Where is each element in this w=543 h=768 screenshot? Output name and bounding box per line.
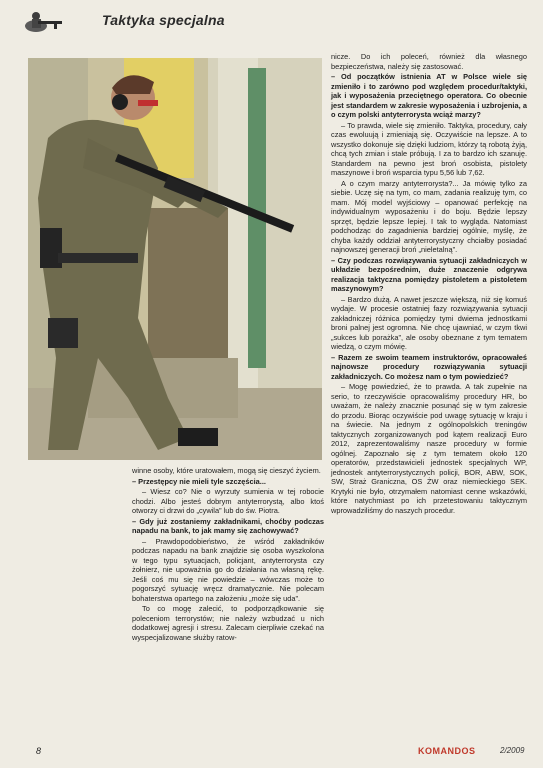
interview-question: – Razem ze swoim teamem instruktorów, opracowałeś najnowsze procedury rozwiązywania sytuacji zakładniczych. Co możesz nam o tym powiedzieć? bbox=[331, 352, 527, 381]
interview-question: – Czy podczas rozwiązywania sytuacji zakładniczych w układzie bezpośrednim, duże znaczenie odgrywa realizacja taktyczna pomiędzy pistoletem a pistoletem maszynowym? bbox=[331, 255, 527, 293]
interview-question: – Od początków istnienia AT w Polsce wiele się zmieniło i to zarówno pod względem procedur/taktyki, jak i wyposażenia przeciętnego operatora. Co obecnie jest standardem w zakresie wyposażenia i uzbrojenia, a o czym polski antyterrorysta wciąż marzy? bbox=[331, 72, 527, 119]
page-number: 8 bbox=[36, 746, 42, 756]
interview-question: – Gdy już zostaniemy zakładnikami, choćby podczas napadu na bank, to jak mamy się zachowywać? bbox=[132, 516, 324, 535]
article-photo bbox=[28, 58, 322, 460]
section-title: Taktyka specjalna bbox=[102, 12, 225, 28]
interview-question: – Przestępcy nie mieli tyle szczęścia... bbox=[132, 476, 266, 486]
paragraph: – Bardzo dużą. A nawet jeszcze większą, niż się komuś wydaje. W procesie ostatniej fazy rozwiązywania sytuacji zakładniczej różnica pomiędzy tymi dwiema jednostkami broni palnej jest ogromna. Nie chcę ujawniać, w czym tkwi „sukces lub porażka”, ale osoby obeznane z tym tematem wiedzą, o czym mówię. bbox=[331, 294, 527, 351]
soldier-emblem-icon bbox=[24, 10, 68, 34]
page-header bbox=[22, 8, 532, 38]
paragraph: – Prawdopodobieństwo, że wśród zakładników podczas napadu na bank znajdzie się osoba wyszkolona w tego typu sytuacjach, policjant, antyterrorysta czy żołnierz, nie upoważnia go do działania na własną rękę. Jeśli coś mu się nie powiedzie – wówczas może to pogorszyć sytuację wręcz dramatycznie. Nie polecam bohaterstwa opartego na założeniu „może się uda”. bbox=[132, 536, 324, 603]
paragraph: – To prawda, wiele się zmieniło. Taktyka, procedury, cały czas ewoluują i zmieniają się. Oczywiście na lepsze. A to wszystko dokonuje się dzięki ludziom, którzy tą robotą żyją, chcą tych zmian i stale próbują. I za to bardzo ich szanuję. Standardem na pewno jest broń osobista, pistolety maszynowe i broń wsparcia typu 5,56 lub 7,62. bbox=[331, 120, 527, 177]
paragraph: winne osoby, które uratowałem, mogą się cieszyć życiem. bbox=[132, 466, 321, 475]
paragraph: To co mogę zalecić, to podporządkowanie się poleceniom terrorystów; nie należy wzbudzać u nich dodatkowej agresji i stresu. Zalecam cierpliwie czekać na wyspecjalizowane służby ratow- bbox=[132, 604, 324, 642]
page-footer bbox=[0, 742, 543, 762]
paragraph: – Wiesz co? Nie o wyrzuty sumienia w tej robocie chodzi. Albo jesteś dobrym antyterrorystą, albo ktoś otworzy ci drzwi do „cywila” lub do św. Piotra. bbox=[132, 487, 324, 515]
issue-number: 2/2009 bbox=[500, 746, 525, 755]
operator-with-shotgun-image bbox=[28, 58, 322, 460]
magazine-name: KOMANDOS bbox=[418, 746, 476, 756]
paragraph: A o czym marzy antyterrorysta?... Ja mówię tylko za siebie. Uczę się na tym, co mam, zadania realizuję tym, co mam. Mój model wyjściowy – opanować perfekcję na indywidualnym wyposażeniu i do boju. Będzie lepszy sprzęt, będzie lepsze lepiej. I tak to wygląda. Natomiast podchodząc do zagadnienia bardziej ogólnie, myślę, że chyba każdy oddział antyterrorystyczny chciałby posiadać najnowszej generacji broń „nieletalną”. bbox=[331, 178, 527, 254]
paragraph: – Mogę powiedzieć, że to prawda. A tak zupełnie na serio, to rzeczywiście opracowaliśmy procedury HR, bo uważam, że należy znacznie posunąć się w tym zakresie do przodu. Biorąc oczywiście pod uwagę sytuację w kraju i na świecie. Na jednym z ogólnopolskich treningów taktycznych zorganizowanych pod kątem realizacji Euro 2012, zaprezentowaliśmy nasze procedury w formie ogólnej. Zapoznało się z tym tematem około 120 operatorów, przedstawicieli jednostek specjalnych WP, jednostek antyterrorystycznych policji, BOR, ABW, SOK, SW, Straż Graniczna, OS ŻW oraz niemieckiego SEK. Krytyki nie było, otrzymałem natomiast cenne wskazówki, które natychmiast po ich przetestowaniu taktycznym wprowadziliśmy do naszych procedur. bbox=[331, 382, 527, 515]
paragraph: nicze. Do ich poleceń, również dla własnego bezpieczeństwa, należy się zastosować. bbox=[331, 52, 527, 71]
article-column-right bbox=[331, 52, 527, 516]
article-column-left bbox=[132, 466, 324, 643]
